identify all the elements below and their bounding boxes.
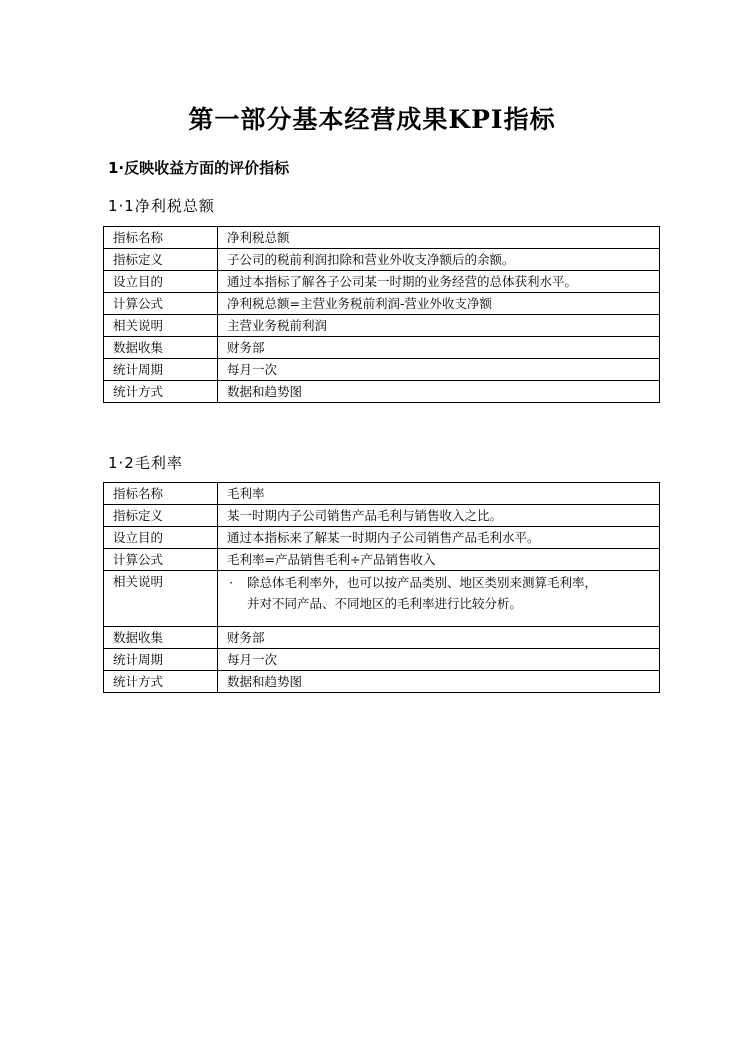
table-row bbox=[104, 315, 660, 337]
row-value: 毛利率 bbox=[218, 483, 660, 505]
table-row bbox=[104, 505, 660, 527]
row-label: 统计周期 bbox=[104, 649, 218, 671]
row-label: 统计方式 bbox=[104, 671, 218, 693]
kpi2-heading: 1·2毛利率 bbox=[108, 454, 183, 472]
table-row bbox=[104, 549, 660, 571]
row-label: 统计方式 bbox=[104, 381, 218, 403]
row-value bbox=[218, 571, 660, 627]
kpi2-table bbox=[103, 482, 660, 693]
row-label: 指标定义 bbox=[104, 505, 218, 527]
row-label: 统计周期 bbox=[104, 359, 218, 381]
note-text-1: 除总体毛利率外，也可以按产品类别、地区类别来测算毛利率， bbox=[247, 575, 598, 590]
row-value: 通过本指标来了解某一时期内子公司销售产品毛利水平。 bbox=[218, 527, 660, 549]
row-value: 每月一次 bbox=[218, 649, 660, 671]
row-label: 数据收集 bbox=[104, 337, 218, 359]
kpi1-heading: 1·1净利税总额 bbox=[108, 197, 215, 215]
row-value: 毛利率=产品销售毛利÷产品销售收入 bbox=[218, 549, 660, 571]
table-row bbox=[104, 381, 660, 403]
row-label: 设立目的 bbox=[104, 271, 218, 293]
row-value: 财务部 bbox=[218, 627, 660, 649]
table-row bbox=[104, 671, 660, 693]
kpi1-table bbox=[103, 226, 660, 403]
row-value: 净利税总额=主营业务税前利润-营业外收支净额 bbox=[218, 293, 660, 315]
bullet-icon: · bbox=[229, 575, 233, 590]
row-value: 净利税总额 bbox=[218, 227, 660, 249]
table-row bbox=[104, 649, 660, 671]
table-row bbox=[104, 527, 660, 549]
row-value: 数据和趋势图 bbox=[218, 671, 660, 693]
row-value: 子公司的税前利润扣除和营业外收支净额后的余额。 bbox=[218, 249, 660, 271]
section-heading: 1·反映收益方面的评价指标 bbox=[108, 159, 290, 177]
note-line-2: 并对不同产品、不同地区的毛利率进行比较分析。 bbox=[247, 596, 523, 611]
table-row bbox=[104, 571, 660, 627]
table-row bbox=[104, 271, 660, 293]
row-label: 计算公式 bbox=[104, 549, 218, 571]
table-row bbox=[104, 249, 660, 271]
row-label: 设立目的 bbox=[104, 527, 218, 549]
table-row bbox=[104, 293, 660, 315]
row-value: 每月一次 bbox=[218, 359, 660, 381]
table-row bbox=[104, 227, 660, 249]
table-row bbox=[104, 627, 660, 649]
row-value: 通过本指标了解各子公司某一时期的业务经营的总体获利水平。 bbox=[218, 271, 660, 293]
note-line-1 bbox=[227, 572, 650, 593]
row-label: 指标名称 bbox=[104, 227, 218, 249]
row-label: 指标定义 bbox=[104, 249, 218, 271]
table-row bbox=[104, 337, 660, 359]
row-value: 某一时期内子公司销售产品毛利与销售收入之比。 bbox=[218, 505, 660, 527]
table-row bbox=[104, 359, 660, 381]
row-value: 数据和趋势图 bbox=[218, 381, 660, 403]
row-value: 主营业务税前利润 bbox=[218, 315, 660, 337]
row-label: 相关说明 bbox=[104, 315, 218, 337]
row-value: 财务部 bbox=[218, 337, 660, 359]
page-title: 第一部分基本经营成果KPI指标 bbox=[188, 105, 556, 134]
row-label: 相关说明 bbox=[104, 571, 218, 627]
row-label: 计算公式 bbox=[104, 293, 218, 315]
row-label: 指标名称 bbox=[104, 483, 218, 505]
row-label: 数据收集 bbox=[104, 627, 218, 649]
table-row bbox=[104, 483, 660, 505]
